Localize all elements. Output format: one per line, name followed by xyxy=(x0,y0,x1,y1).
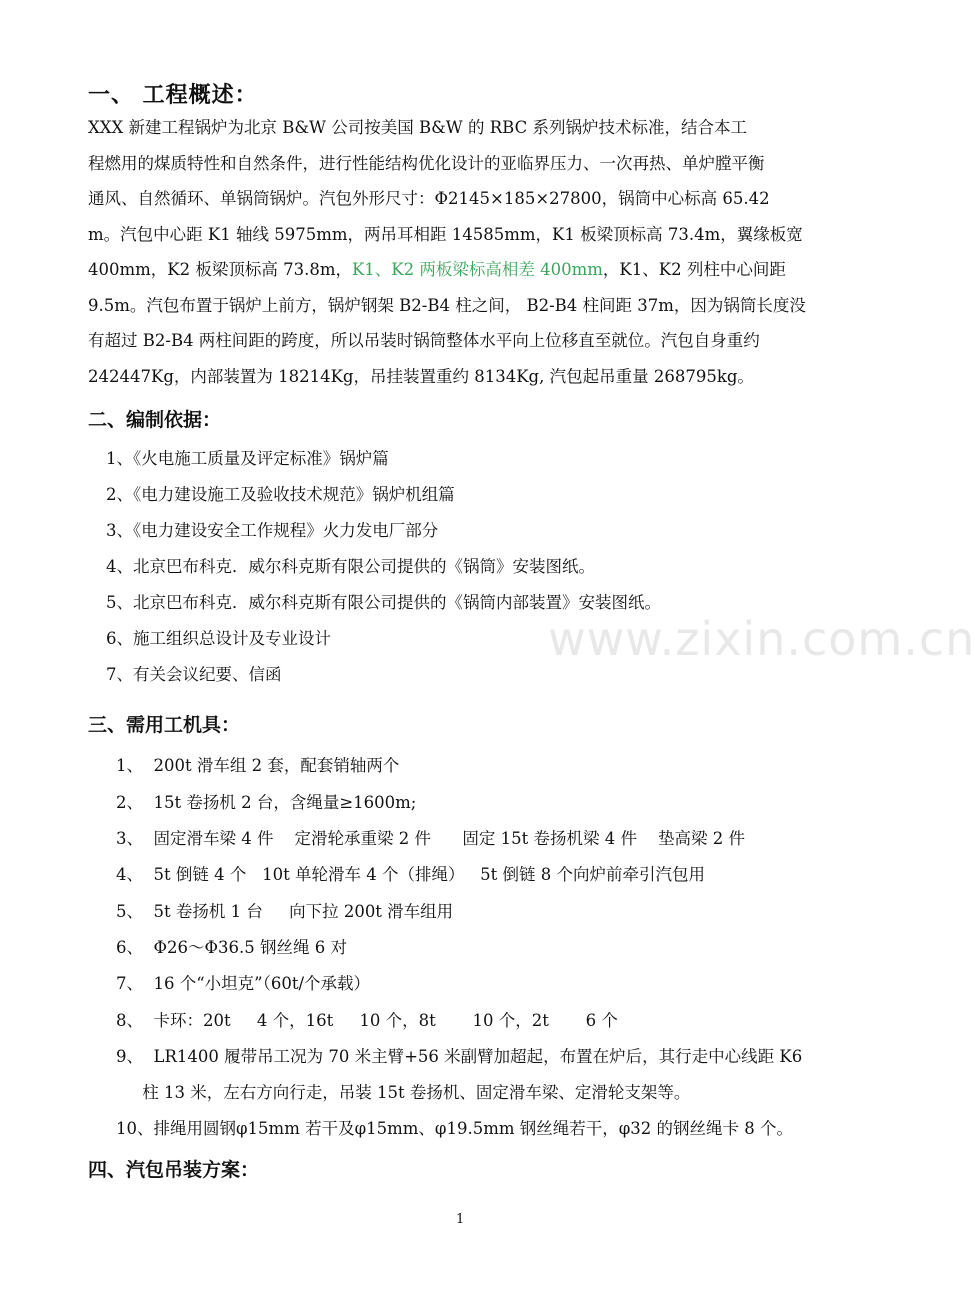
paragraph-line xyxy=(88,252,858,288)
tool-item: 8、 卡环：20t 4 个，16t 10 个，8t 10 个，2t 6 个 xyxy=(116,1011,618,1030)
tool-item: 7、 16 个“小坦克”（60t/个承载） xyxy=(116,974,371,993)
highlighted-text: K1、K2 两板梁标高相差 400mm xyxy=(351,260,603,279)
section4-title: 四、汽包吊装方案： xyxy=(88,1159,260,1181)
paragraph-line: XXX 新建工程锅炉为北京 B&W 公司按美国 B&W 的 RBC 系列锅炉技术标准，结合本工 xyxy=(88,118,747,137)
basis-item: 5、北京巴布科克．威尔科克斯有限公司提供的《锅筒内部装置》安装图纸。 xyxy=(106,593,661,612)
basis-item: 7、有关会议纪要、信函 xyxy=(106,665,282,684)
line5-start: 400mm，K2 板梁顶标高 73.8m， xyxy=(88,260,352,279)
tool-item: 6、 Φ26～Φ36.5 钢丝绳 6 对 xyxy=(116,938,348,957)
tool-item: 2、 15t 卷扬机 2 台，含绳量≥1600m; xyxy=(116,793,417,812)
line5-end: ，K1、K2 列柱中心间距 xyxy=(602,260,786,279)
section3-title: 三、需用工机具： xyxy=(88,714,241,736)
tool-item: 5、 5t 卷扬机 1 台 向下拉 200t 滑车组用 xyxy=(116,902,454,921)
watermark: www.zixin.com.cn xyxy=(548,612,975,666)
paragraph-line: 242447Kg，内部装置为 18214Kg，吊挂装置重约 8134Kg, 汽包起吊重量 268795kg。 xyxy=(88,366,754,386)
section1-title: 一、 工程概述： xyxy=(88,83,258,108)
basis-item: 6、施工组织总设计及专业设计 xyxy=(106,629,331,648)
page-number: 1 xyxy=(456,1212,465,1227)
tool-item-continuation: 柱 13 米，左右方向行走，吊装 15t 卷扬机、固定滑车梁、定滑轮支架等。 xyxy=(116,1083,691,1102)
paragraph-line: m。汽包中心距 K1 轴线 5975mm，两吊耳相距 14585mm，K1 板梁顶标高 73.4m，翼缘板宽 xyxy=(88,224,803,244)
basis-item: 4、北京巴布科克．威尔科克斯有限公司提供的《锅筒》安装图纸。 xyxy=(106,557,595,576)
basis-item: 2、《电力建设施工及验收技术规范》锅炉机组篇 xyxy=(106,485,455,504)
tool-item: 3、 固定滑车梁 4 件 定滑轮承重梁 2 件 固定 15t 卷扬机梁 4 件 垫高梁 2 件 xyxy=(116,829,745,848)
paragraph-line: 程燃用的煤质特性和自然条件，进行性能结构优化设计的亚临界压力、一次再热、单炉膛平衡 xyxy=(88,153,765,173)
paragraph-line: 9.5m。汽包布置于锅炉上前方，锅炉钢架 B2-B4 柱之间， B2-B4 柱间距 37m，因为锅筒长度没 xyxy=(88,295,806,315)
section1-paragraph xyxy=(88,110,858,394)
basis-item: 1、《火电施工质量及评定标准》锅炉篇 xyxy=(106,449,389,468)
basis-item: 3、《电力建设安全工作规程》火力发电厂部分 xyxy=(106,521,439,540)
section2-title: 二、编制依据： xyxy=(88,409,222,431)
tool-item: 4、 5t 倒链 4 个 10t 单轮滑车 4 个（排绳） 5t 倒链 8 个向炉前牵引汽包用 xyxy=(116,865,706,884)
paragraph-line: 通风、自然循环、单锅筒锅炉。汽包外形尺寸：Φ2145×185×27800，锅筒中心标高 65.42 xyxy=(88,189,770,208)
tool-item: 9、 LR1400 履带吊工况为 70 米主臂+56 米副臂加超起，布置在炉后，其行走中心线距 K6 xyxy=(116,1047,803,1066)
tool-item: 1、 200t 滑车组 2 套，配套销轴两个 xyxy=(116,756,400,775)
paragraph-line: 有超过 B2-B4 两柱间距的跨度，所以吊装时锅筒整体水平向上位移直至就位。汽包自身重约 xyxy=(88,331,760,350)
tool-item: 10、排绳用圆钢φ15mm 若干及φ15mm、φ19.5mm 钢丝绳若干，φ32 的钢丝绳卡 8 个。 xyxy=(116,1119,794,1138)
